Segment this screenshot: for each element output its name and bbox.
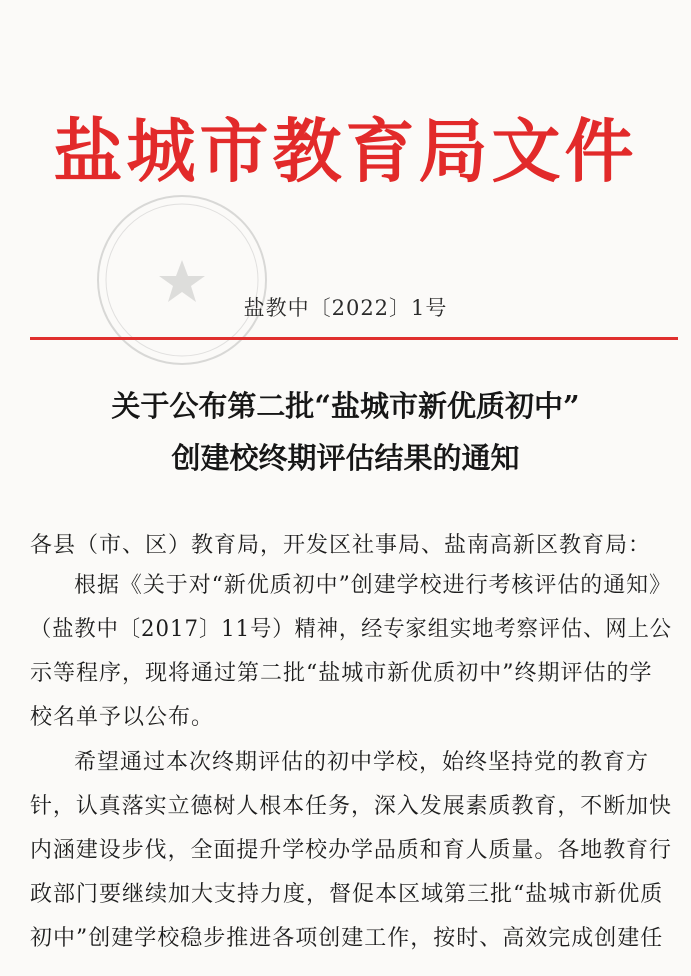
header-divider (30, 337, 678, 340)
notice-title-line-2: 创建校终期评估结果的通知 (171, 441, 520, 475)
paragraph-2-line: 针，认真落实立德树人根本任务，深入发展素质教育，不断加快 (30, 794, 672, 819)
paragraph-1-line: （盐教中〔2017〕11号）精神，经专家组实地考察评估、网上公 (30, 617, 672, 642)
paragraph-1-line: 校名单予以公布。 (30, 705, 215, 730)
paragraph-2-line: 政部门要继续加大支持力度，督促本区域第三批“盐城市新优质 (30, 882, 664, 907)
paragraph-2-line: 内涵建设步伐，全面提升学校办学品质和育人质量。各地教育行 (30, 838, 672, 863)
notice-title-line-1: 关于公布第二批“盐城市新优质初中” (111, 389, 580, 423)
paragraph-1-line: 根据《关于对“新优质初中”创建学校进行考核评估的通知》 (74, 573, 672, 598)
paragraph-1-line: 示等程序，现将通过第二批“盐城市新优质初中”终期评估的学 (30, 661, 653, 686)
document-number: 盐教中〔2022〕1号 (243, 296, 448, 320)
official-seal-icon (92, 190, 272, 370)
addressee: 各县（市、区）教育局，开发区社事局、盐南高新区教育局： (30, 533, 652, 558)
paragraph-2-line: 初中”创建学校稳步推进各项创建工作，按时、高效完成创建任 (30, 926, 664, 951)
paragraph-2-line: 希望通过本次终期评估的初中学校，始终坚持党的教育方 (74, 750, 650, 775)
document-header-title: 盐城市教育局文件 (53, 112, 638, 192)
